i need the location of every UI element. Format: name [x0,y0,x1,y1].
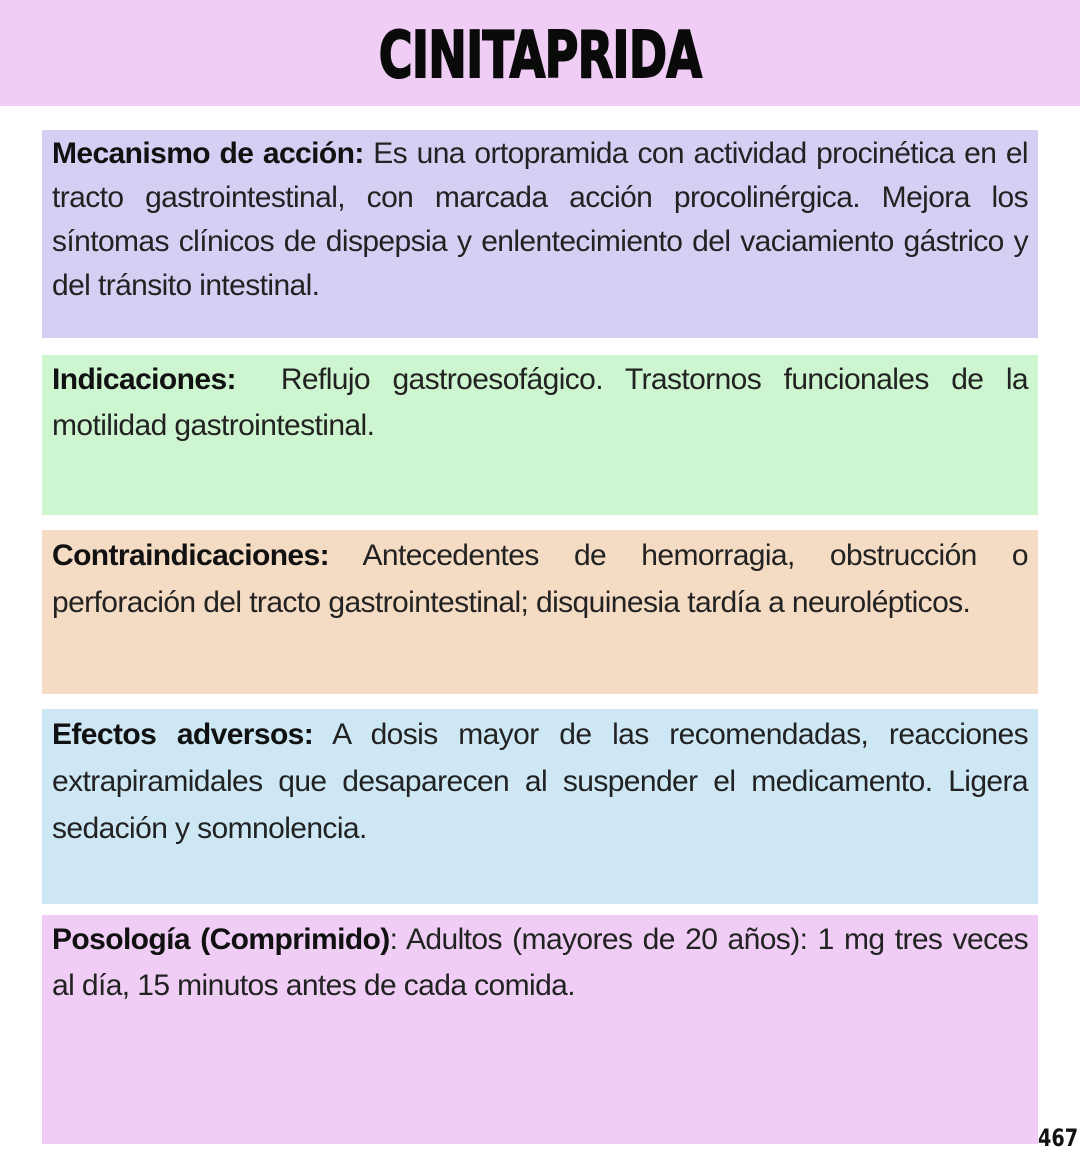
section-text: A dosis mayor de las recomendadas, reacciones extrapiramidales que desaparecen al suspender el medicamento. Ligera sedación y somnolencia. [52,718,1029,845]
section-contraindicaciones [42,530,1038,694]
section-label: Efectos adversos: [52,718,314,751]
page-title: CINITAPRIDA [378,19,702,93]
section-indicaciones [42,355,1038,515]
section-body [52,711,1028,852]
section-label: Indicaciones: [52,363,236,396]
section-text: Es una ortopramida con actividad procinética en el tracto gastrointestinal, con marcada acción procolinérgica. Mejora los síntomas clínicos de dispepsia y enlentecimiento del vaciamiento gástrico y del tránsito intestinal. [52,137,1028,302]
title-banner [0,0,1080,106]
section-body [52,132,1028,308]
section-efectos-adversos [42,709,1038,904]
section-label: Contraindicaciones: [52,539,329,572]
section-mecanismo-de-accion [42,130,1038,338]
section-body [52,357,1036,449]
section-posologia [42,915,1038,1144]
section-text: Reflujo gastroesofágico. Trastornos funcionales de la motilidad gastrointestinal. [52,363,1036,442]
page-number: 467 [1038,1124,1079,1152]
section-label: Posología (Comprimido) [52,923,390,956]
section-text: Antecedentes de hemorragia, obstrucción o perforación del tracto gastrointestinal; disquinesia tardía a neurolépticos. [52,539,1028,619]
section-body [52,532,1028,626]
section-text: : Adultos (mayores de 20 años): 1 mg tres veces al día, 15 minutos antes de cada comida. [52,923,1028,1002]
section-label: Mecanismo de acción: [52,137,364,170]
section-body [52,917,1028,1009]
